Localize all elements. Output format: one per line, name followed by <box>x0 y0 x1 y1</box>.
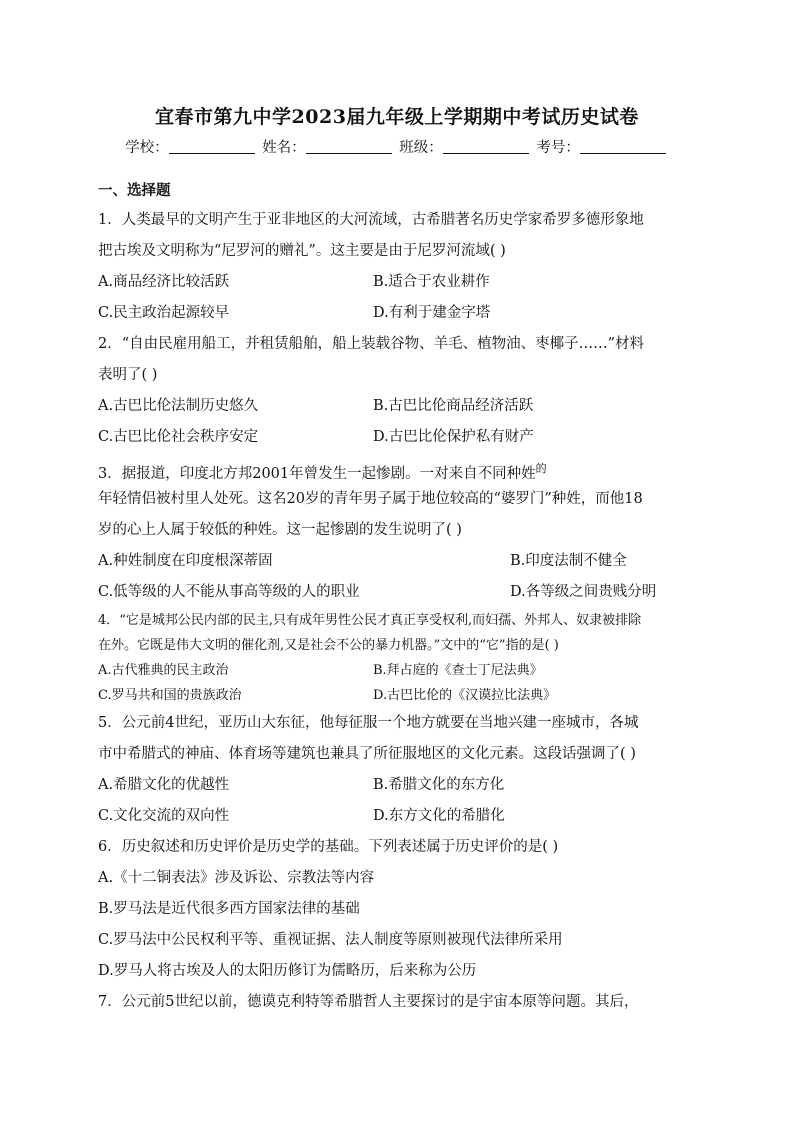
question-text-sup: 的 <box>535 462 547 475</box>
option-a: A.希腊文化的优越性 <box>98 777 230 793</box>
exam-title: 宜春市第九中学2023届九年级上学期期中考试历史试卷 <box>155 106 639 128</box>
class-blank <box>443 139 529 154</box>
option-c: C.古巴比伦社会秩序安定 <box>98 429 259 445</box>
question-text: 4．“它是城邦公民内部的民主,只有成年男性公民才真正享受权利,而妇孺、外邦人、奴隶被排除 <box>98 613 642 628</box>
question-text <box>98 453 698 484</box>
option-b: B.印度法制不健全 <box>510 553 627 569</box>
option-d: D.东方文化的希腊化 <box>373 808 505 824</box>
option-c: C.民主政治起源较早 <box>98 305 230 321</box>
option-b: B.拜占庭的《查士丁尼法典》 <box>373 663 543 678</box>
class-label: 班级： <box>399 140 443 156</box>
option-row <box>98 298 698 329</box>
question-text: 7．公元前5世纪以前，德谟克利特等希腊哲人主要探讨的是宇宙本原等问题。其后， <box>98 994 639 1010</box>
option-a: A.古代雅典的民主政治 <box>98 663 229 678</box>
option-row <box>98 267 698 298</box>
section-heading: 一、选择题 <box>98 182 171 199</box>
question-2 <box>98 329 698 453</box>
question-text: 5．公元前4世纪，亚历山大东征，他每征服一个地方就要在当地兴建一座城市，各城 <box>98 715 639 731</box>
option-c: C.低等级的人不能从事高等级的人的职业 <box>98 584 360 600</box>
question-text: 表明了( ) <box>98 367 158 383</box>
question-text: 在外。它既是伟大文明的催化剂,又是社会不公的暴力机器。”文中的“它”指的是( ) <box>98 638 559 653</box>
option-d: D.罗马人将古埃及人的太阳历修订为儒略历，后来称为公历 <box>98 963 477 979</box>
question-text: 年轻情侣被村里人处死。这名20岁的青年男子属于地位较高的“婆罗门”种姓，而他18 <box>98 491 643 507</box>
option-row <box>98 658 698 683</box>
exam-content <box>98 176 698 1018</box>
question-text: 6．历史叙述和历史评价是历史学的基础。下列表述属于历史评价的是( ) <box>98 839 559 855</box>
option-b: B.古巴比伦商品经济活跃 <box>373 398 534 414</box>
option-b: B.适合于农业耕作 <box>373 274 490 290</box>
option-c: C.文化交流的双向性 <box>98 808 230 824</box>
option-d: D.古巴比伦保护私有财产 <box>373 429 534 445</box>
option-b: B.希腊文化的东方化 <box>373 777 505 793</box>
question-text: 把古埃及文明称为“尼罗河的赠礼”。这主要是由于尼罗河流域( ) <box>98 243 506 259</box>
question-text: 岁的心上人属于较低的种姓。这一起惨剧的发生说明了( ) <box>98 522 462 538</box>
question-3 <box>98 453 698 608</box>
option-row <box>98 391 698 422</box>
name-blank <box>306 139 392 154</box>
option-d: D.有利于建金字塔 <box>373 305 491 321</box>
option-row <box>98 801 698 832</box>
option-b: B.罗马法是近代很多西方国家法律的基础 <box>98 901 360 917</box>
option-row <box>98 683 698 708</box>
option-a: A.古巴比伦法制历史悠久 <box>98 398 259 414</box>
question-4 <box>98 608 698 708</box>
question-text: 2．“自由民雇用船工，并租赁船舶，船上装载谷物、羊毛、植物油、枣椰子……”材料 <box>98 336 645 352</box>
school-label: 学校： <box>125 140 169 156</box>
option-a: A.商品经济比较活跃 <box>98 274 230 290</box>
option-c: C.罗马共和国的贵族政治 <box>98 688 242 703</box>
school-blank <box>169 139 255 154</box>
question-5 <box>98 708 698 832</box>
option-row <box>98 770 698 801</box>
number-label: 考号： <box>536 140 580 156</box>
option-a: A.《十二铜表法》涉及诉讼、宗教法等内容 <box>98 870 375 886</box>
number-blank <box>580 139 666 154</box>
option-row <box>98 422 698 453</box>
question-1 <box>98 205 698 329</box>
name-label: 姓名： <box>262 140 306 156</box>
student-info-row <box>0 136 794 157</box>
question-text: 市中希腊式的神庙、体育场等建筑也兼具了所征服地区的文化元素。这段话强调了( ) <box>98 746 636 762</box>
option-d: D.古巴比伦的《汉谟拉比法典》 <box>373 688 557 703</box>
option-d: D.各等级之间贵贱分明 <box>510 584 657 600</box>
option-c: C.罗马法中公民权利平等、重视证据、法人制度等原则被现代法律所采用 <box>98 932 563 948</box>
option-row <box>98 577 698 608</box>
question-7 <box>98 987 698 1018</box>
question-text: 1．人类最早的文明产生于亚非地区的大河流域，古希腊著名历史学家希罗多德形象地 <box>98 212 644 228</box>
question-text-part: 3．据报道，印度北方邦2001年曾发生一起惨剧。一对来自不同种姓 <box>98 466 536 482</box>
option-row <box>98 546 698 577</box>
question-6 <box>98 832 698 987</box>
option-a: A.种姓制度在印度根深蒂固 <box>98 553 273 569</box>
